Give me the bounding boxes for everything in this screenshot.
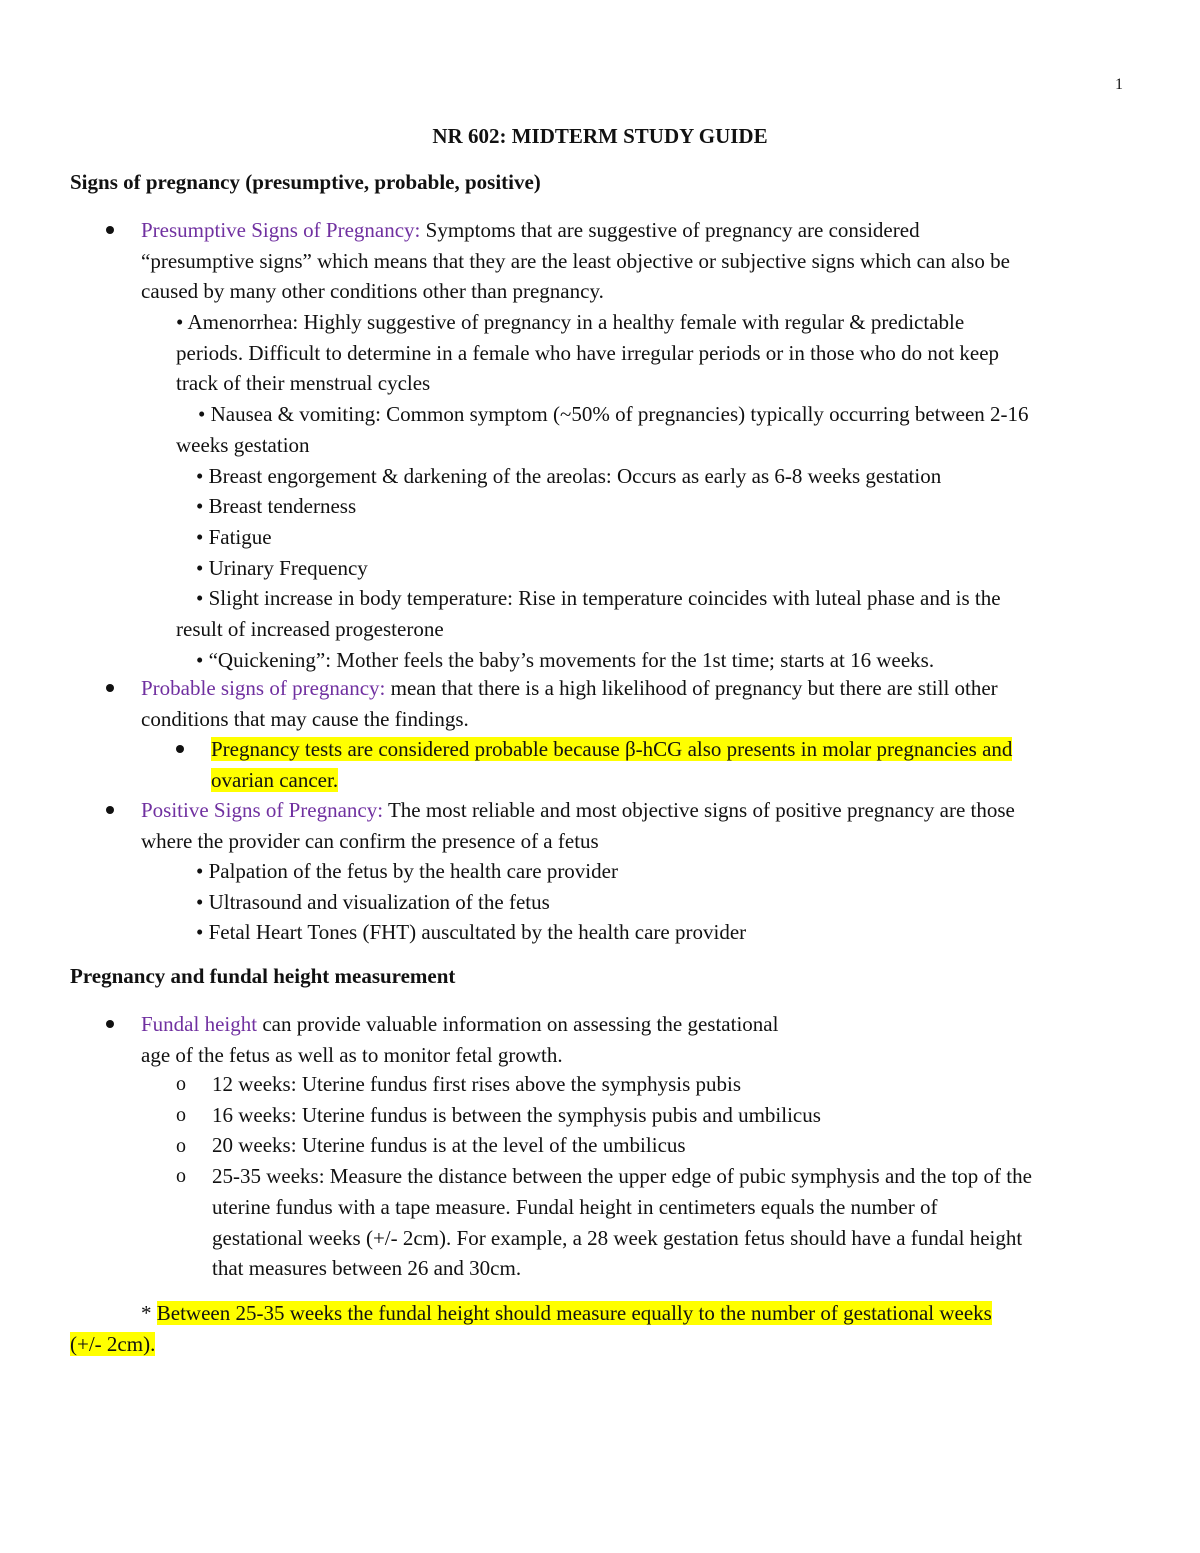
bullet-icon xyxy=(106,1020,114,1028)
positive-label: Positive Signs of Pregnancy: xyxy=(141,798,384,822)
circle-bullet-icon: o xyxy=(176,1135,186,1157)
bullet-icon xyxy=(176,745,184,753)
list-item: 12 weeks: Uterine fundus first rises above the symphysis pubis xyxy=(212,1072,742,1096)
list-item: track of their menstrual cycles xyxy=(176,371,431,396)
section-heading-signs: Signs of pregnancy (presumptive, probable, positive) xyxy=(70,170,541,194)
document-title: NR 602: MIDTERM STUDY GUIDE xyxy=(432,124,768,148)
fundal-label: Fundal height xyxy=(141,1012,258,1036)
list-item: 25-35 weeks: Measure the distance between the upper edge of pubic symphysis and the top of the xyxy=(212,1164,1032,1189)
list-item: result of increased progesterone xyxy=(176,617,444,642)
bullet-icon xyxy=(106,806,114,814)
list-item: 20 weeks: Uterine fundus is at the level of the umbilicus xyxy=(212,1133,686,1158)
circle-bullet-icon: o xyxy=(176,1104,186,1126)
note-star: * xyxy=(141,1301,157,1325)
highlighted-text: Between 25-35 weeks the fundal height should measure equally to the number of gestational weeks xyxy=(156,1301,992,1325)
list-item: • Slight increase in body temperature: Rise in temperature coincides with luteal phase and is the xyxy=(196,586,1001,611)
probable-text: mean that there is a high likelihood of pregnancy but there are still other xyxy=(385,676,998,700)
positive-paragraph xyxy=(141,795,1015,856)
list-item: weeks gestation xyxy=(176,432,310,457)
fundal-line: age of the fetus as well as to monitor fetal growth. xyxy=(141,1042,563,1067)
circle-bullet-icon: o xyxy=(176,1073,186,1095)
list-item: • Amenorrhea: Highly suggestive of pregnancy in a healthy female with regular & predictable xyxy=(176,310,965,334)
list-item: • Urinary Frequency xyxy=(196,555,368,580)
list-item: • Ultrasound and visualization of the fetus xyxy=(196,889,550,914)
list-item: • “Quickening”: Mother feels the baby’s movements for the 1st time; starts at 16 weeks. xyxy=(196,647,935,672)
presumptive-line: “presumptive signs” which means that they are the least objective or subjective signs which can also be xyxy=(141,248,1010,273)
list-item: uterine fundus with a tape measure. Fundal height in centimeters equals the number of xyxy=(212,1194,938,1219)
presumptive-line: caused by many other conditions other than pregnancy. xyxy=(141,279,604,304)
list-item: • Palpation of the fetus by the health care provider xyxy=(196,859,618,883)
presumptive-paragraph xyxy=(141,215,1010,307)
circle-bullet-icon: o xyxy=(176,1165,186,1187)
list-item: • Breast tenderness xyxy=(196,494,357,519)
probable-paragraph xyxy=(141,673,998,734)
fundal-note-continued xyxy=(70,1329,155,1360)
fundal-note xyxy=(141,1298,992,1329)
positive-line: where the provider can confirm the presence of a fetus xyxy=(141,828,599,853)
probable-highlight xyxy=(211,734,1012,795)
positive-sub-list xyxy=(196,856,746,948)
section-heading-fundal: Pregnancy and fundal height measurement xyxy=(70,964,456,988)
highlighted-text: (+/- 2cm). xyxy=(70,1332,156,1356)
highlighted-text: ovarian cancer. xyxy=(211,767,339,792)
list-item: • Fetal Heart Tones (FHT) auscultated by the health care provider xyxy=(196,920,747,945)
presumptive-label: Presumptive Signs of Pregnancy: xyxy=(141,218,421,242)
bullet-icon xyxy=(106,226,114,234)
positive-text: The most reliable and most objective signs of positive pregnancy are those xyxy=(383,798,1015,822)
probable-label: Probable signs of pregnancy: xyxy=(141,676,386,700)
list-item: that measures between 26 and 30cm. xyxy=(212,1256,522,1281)
list-item: 16 weeks: Uterine fundus is between the symphysis pubis and umbilicus xyxy=(212,1102,821,1127)
list-item: • Fatigue xyxy=(196,524,272,549)
presumptive-text: Symptoms that are suggestive of pregnancy are considered xyxy=(420,218,920,242)
fundal-sub-list xyxy=(212,1069,1032,1284)
fundal-text: can provide valuable information on assessing the gestational xyxy=(257,1012,779,1036)
list-item: • Nausea & vomiting: Common symptom (~50% of pregnancies) typically occurring between 2-16 xyxy=(198,402,1029,427)
list-item: periods. Difficult to determine in a female who have irregular periods or in those who do not keep xyxy=(176,340,1000,365)
page-number: 1 xyxy=(1115,76,1123,93)
fundal-paragraph xyxy=(141,1009,778,1070)
list-item: gestational weeks (+/- 2cm). For example, a 28 week gestation fetus should have a fundal height xyxy=(212,1225,1023,1250)
list-item: • Breast engorgement & darkening of the areolas: Occurs as early as 6-8 weeks gestation xyxy=(196,463,942,488)
bullet-icon xyxy=(106,684,114,692)
probable-line: conditions that may cause the findings. xyxy=(141,706,469,731)
highlighted-text: Pregnancy tests are considered probable because β-hCG also presents in molar pregnancies and xyxy=(211,737,1013,761)
presumptive-sub-list xyxy=(176,307,1029,675)
